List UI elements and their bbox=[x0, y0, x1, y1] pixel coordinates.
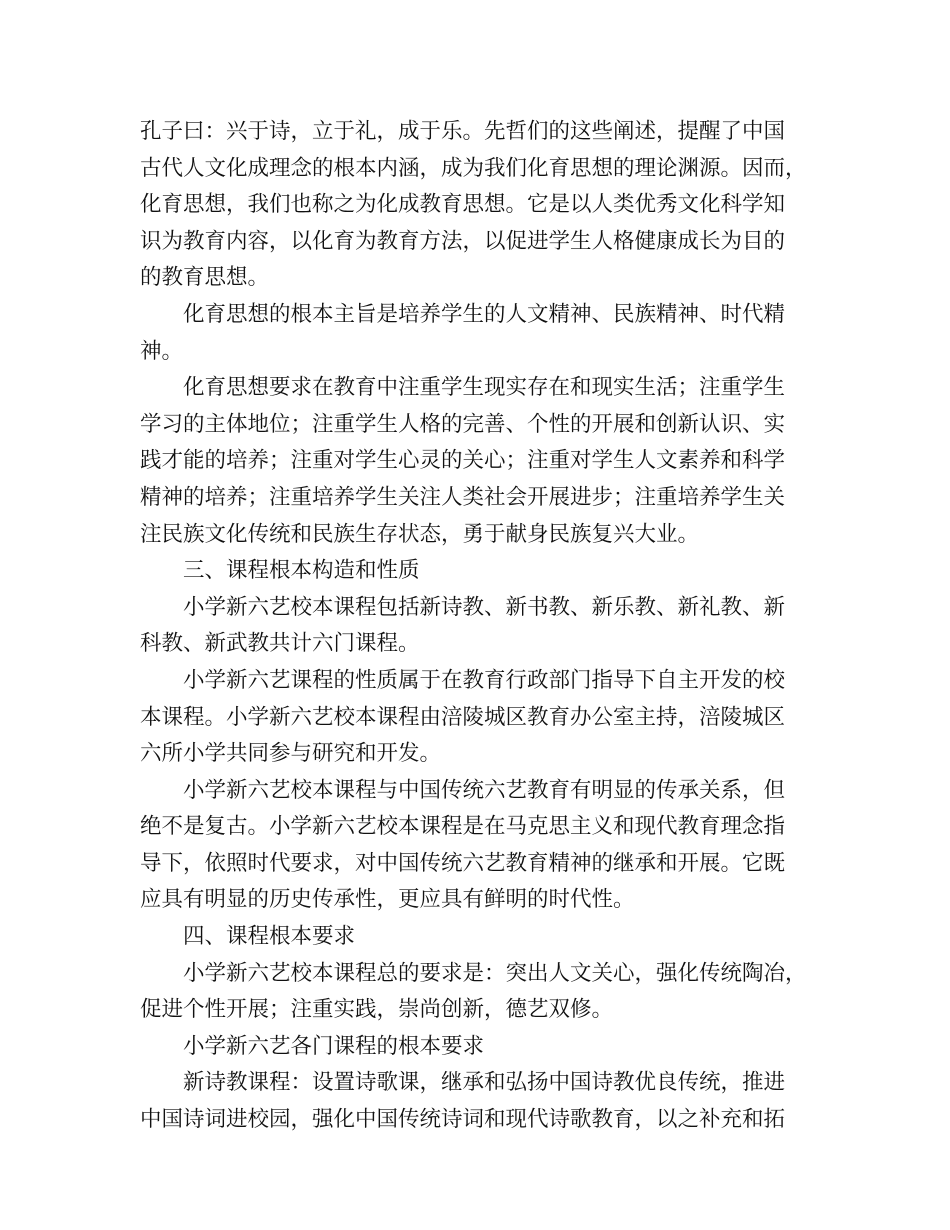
paragraph-line: 小学新六艺校本课程包括新诗教、新书教、新乐教、新礼教、新 bbox=[183, 594, 786, 620]
subsection-heading: 小学新六艺各门课程的根本要求 bbox=[183, 1033, 485, 1059]
paragraph-line: 中国诗词进校园，强化中国传统诗词和现代诗歌教育，以之补充和拓 bbox=[140, 1107, 786, 1133]
paragraph-line: 注民族文化传统和民族生存状态，勇于献身民族复兴大业。 bbox=[140, 521, 700, 547]
paragraph-line: 绝不是复古。小学新六艺校本课程是在马克思主义和现代教育理念指 bbox=[140, 814, 786, 840]
paragraph-line: 化育思想，我们也称之为化成教育思想。它是以人类优秀文化科学知 bbox=[140, 192, 786, 218]
document-body bbox=[140, 114, 830, 1139]
paragraph-line: 孔子曰：兴于诗，立于礼，成于乐。先哲们的这些阐述，提醒了中国 bbox=[140, 119, 786, 144]
paragraph-line: 精神的培养；注重培养学生关注人类社会开展进步；注重培养学生关 bbox=[140, 484, 786, 510]
paragraph-line: 本课程。小学新六艺校本课程由涪陵城区教育办公室主持，涪陵城区 bbox=[140, 704, 786, 730]
section-heading: 三、课程根本构造和性质 bbox=[183, 558, 420, 584]
paragraph-line: 小学新六艺校本课程与中国传统六艺教育有明显的传承关系，但 bbox=[183, 777, 786, 803]
paragraph-line: 的教育思想。 bbox=[140, 265, 270, 291]
paragraph-line: 神。 bbox=[140, 338, 184, 364]
paragraph-line: 促进个性开展；注重实践，崇尚创新，德艺双修。 bbox=[140, 997, 614, 1023]
paragraph-line: 识为教育内容，以化育为教育方法，以促进学生人格健康成长为目的 bbox=[140, 228, 786, 254]
paragraph-line: 小学新六艺校本课程总的要求是：突出人文关心，强化传统陶冶， bbox=[183, 960, 807, 986]
paragraph-line: 小学新六艺课程的性质属于在教育行政部门指导下自主开发的校 bbox=[183, 667, 786, 693]
paragraph-line: 践才能的培养；注重对学生心灵的关心；注重对学生人文素养和科学 bbox=[140, 448, 786, 474]
paragraph-line: 科教、新武教共计六门课程。 bbox=[140, 631, 420, 657]
section-heading: 四、课程根本要求 bbox=[183, 924, 356, 950]
paragraph-line: 化育思想要求在教育中注重学生现实存在和现实生活；注重学生 bbox=[183, 375, 786, 401]
paragraph-line: 古代人文化成理念的根本内涵，成为我们化育思想的理论渊源。因而， bbox=[140, 155, 807, 181]
paragraph-line: 六所小学共同参与研究和开发。 bbox=[140, 741, 442, 767]
paragraph-line: 学习的主体地位；注重学生人格的完善、个性的开展和创新认识、实 bbox=[140, 411, 786, 437]
paragraph-line: 化育思想的根本主旨是培养学生的人文精神、民族精神、时代精 bbox=[183, 301, 786, 327]
paragraph-line: 新诗教课程：设置诗歌课，继承和弘扬中国诗教优良传统，推进 bbox=[183, 1070, 786, 1096]
paragraph-line: 导下，依照时代要求，对中国传统六艺教育精神的继承和开展。它既 bbox=[140, 850, 786, 876]
paragraph-line: 应具有明显的历史传承性，更应具有鲜明的时代性。 bbox=[140, 887, 635, 913]
